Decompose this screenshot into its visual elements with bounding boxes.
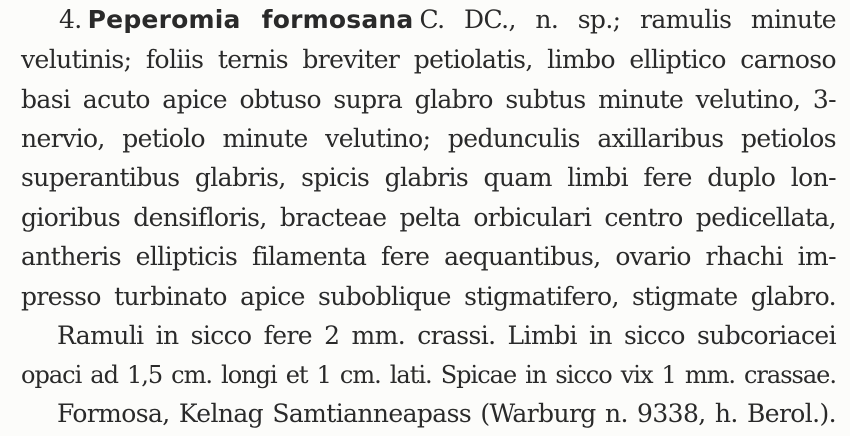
description-line: presso turbinato apice suboblique stigmatifero, stigmate glabro. <box>21 282 836 311</box>
description-line: nervio, petiolo minute velutino; pedunculis axillaribus petiolos <box>21 124 836 153</box>
species-name: Peperomia formosana <box>87 5 414 34</box>
description-line: basi acuto apice obtuso supra glabro subtus minute velutino, 3- <box>21 85 836 114</box>
description-line: velutinis; foliis ternis breviter petiolatis, limbo elliptico carnoso <box>21 45 836 74</box>
dimensions-line: Ramuli in sicco fere 2 mm. crassi. Limbi in sicco subcoriacei <box>57 321 836 350</box>
description-text: C. DC., n. sp.; ramulis minute <box>419 5 836 34</box>
locality-line: Formosa, Kelnag Samtianneapass (Warburg n. 9338, h. Berol.). <box>57 399 836 428</box>
description-line: antheris ellipticis filamenta fere aequantibus, ovario rhachi im- <box>21 242 836 271</box>
species-number: 4. <box>59 5 82 34</box>
description-line: gioribus densifloris, bracteae pelta orbiculari centro pedicellata, <box>21 203 836 232</box>
description-line <box>59 5 836 35</box>
dimensions-line: opaci ad 1,5 cm. longi et 1 cm. lati. Spicae in sicco vix 1 mm. crassae. <box>21 361 836 389</box>
description-line: superantibus glabris, spicis glabris quam limbi fere duplo lon- <box>21 163 836 192</box>
